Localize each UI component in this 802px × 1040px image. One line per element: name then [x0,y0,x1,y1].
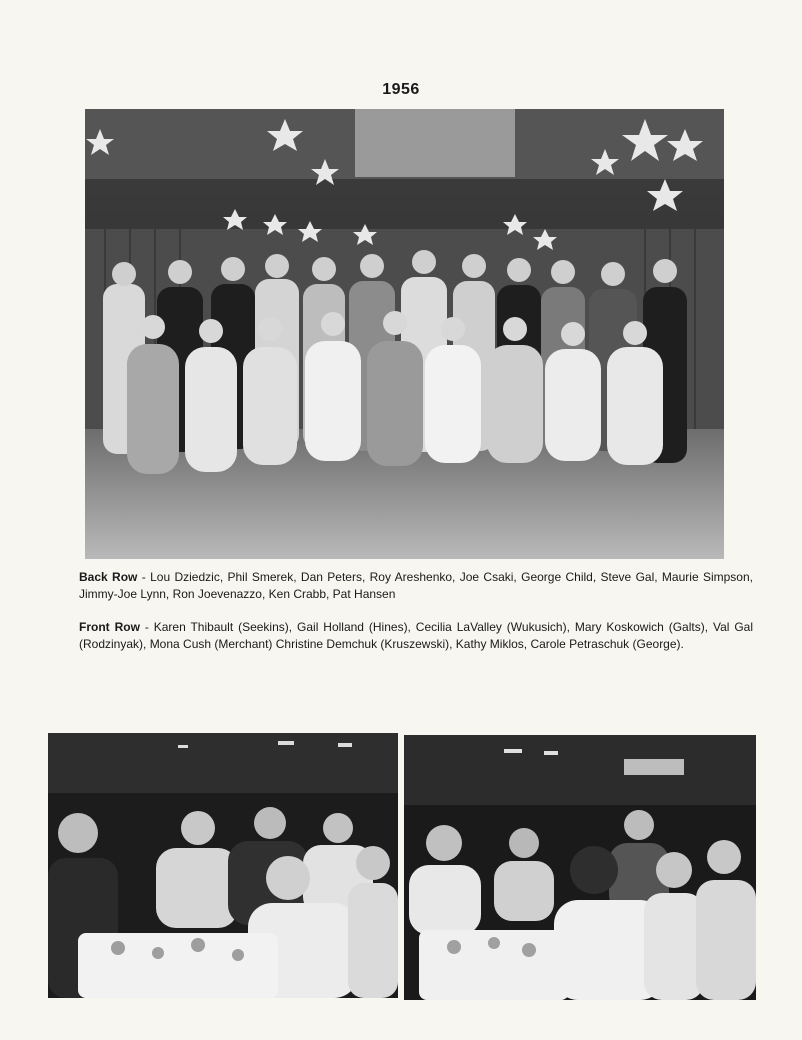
back-row-names: Lou Dziedzic, Phil Smerek, Dan Peters, Roy Areshenko, Joe Csaki, George Child, Steve Gal, Maurie Simpson, Jimmy-Joe Lynn, Ron Joevenazzo, Ken Crabb, Pat Hansen [79,570,753,601]
back-row-separator: - [137,570,151,584]
page-year-heading: 1956 [382,81,420,98]
front-row-separator: - [139,620,154,634]
dinner-left-image [48,733,398,998]
front-row-names: Karen Thibault (Seekins), Gail Holland (Hines), Cecilia LaValley (Wukusich), Mary Koskowich (Galts), Val Gal (Rodzinyak), Mona Cush (Merchant) Christine Demchuk (Kruszewski), Kathy Miklos, Carole Petraschuk (George). [79,620,753,651]
back-row-caption [79,569,753,602]
dinner-photograph-left [48,733,398,998]
group-photo-image [85,109,724,559]
back-row-label: Back Row [79,570,138,584]
dinner-photograph-right [404,735,756,1000]
front-row-caption [79,619,753,652]
dinner-right-image [404,735,756,1000]
group-photograph [85,109,724,559]
front-row-label: Front Row [79,620,140,634]
